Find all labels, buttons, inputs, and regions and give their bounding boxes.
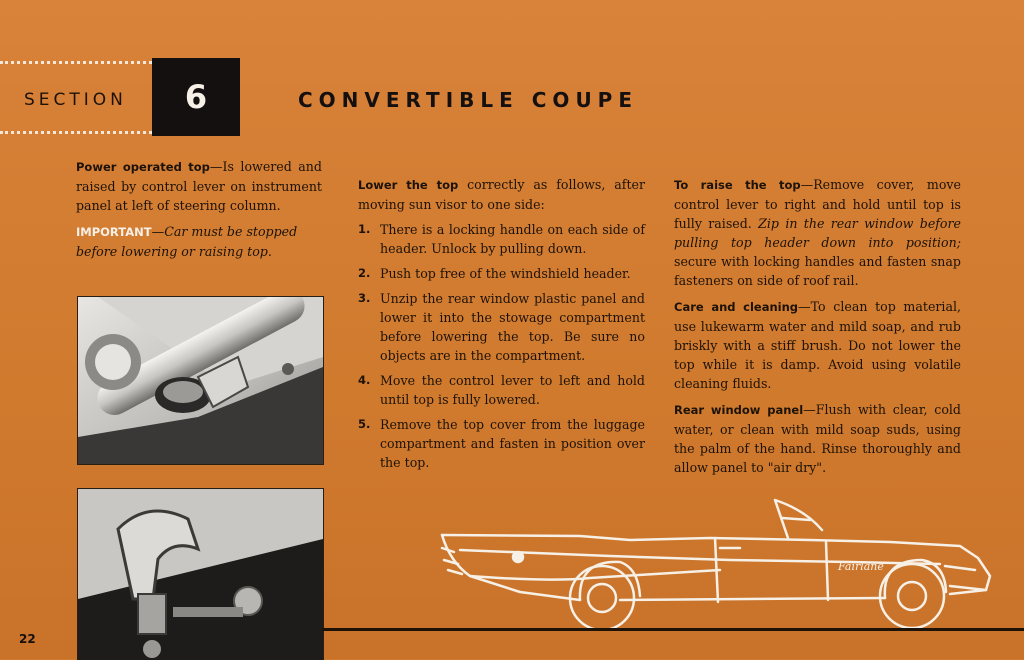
step-text: Unzip the rear window plastic panel and lower it into the stowage compartment before lowering the top. Be sure no objects are in the compartment. <box>380 291 645 363</box>
power-paragraph <box>76 157 322 215</box>
list-item <box>358 264 645 283</box>
step-text: Push top free of the windshield header. <box>380 266 631 281</box>
photo-locking-handle <box>77 296 324 465</box>
raise-text-2: secure with locking handles and fasten snap fasteners on side of roof rail. <box>674 254 961 288</box>
raise-lead: To raise the top <box>674 178 801 192</box>
locking-handle-image <box>78 297 323 464</box>
step-number: 3. <box>358 291 371 305</box>
important-text: —Car must be stopped before lowering or raising top. <box>76 224 298 259</box>
ground-line <box>322 628 1024 631</box>
care-paragraph <box>674 297 961 393</box>
top-dotted-rule <box>0 61 152 64</box>
bottom-dotted-rule <box>0 131 152 134</box>
lower-steps-list <box>358 220 645 472</box>
convertible-car-illustration <box>430 490 1000 630</box>
page-title: CONVERTIBLE COUPE <box>298 88 638 112</box>
page-number: 22 <box>19 632 36 646</box>
step-text: Remove the top cover from the luggage compartment and fasten in position over the top. <box>380 417 645 470</box>
important-lead: IMPORTANT <box>76 225 152 239</box>
step-text: There is a locking handle on each side of header. Unlock by pulling down. <box>380 222 645 256</box>
step-number: 5. <box>358 417 371 431</box>
step-number: 1. <box>358 222 371 236</box>
important-paragraph <box>76 222 322 261</box>
rear-text: —Flush with clear, cold water, or clean with mild soap suds, using the palm of the hand. Rinse thoroughly and allow panel to "air dry". <box>674 402 961 475</box>
list-item <box>358 371 645 409</box>
list-item <box>358 289 645 365</box>
rear-window-paragraph <box>674 400 961 477</box>
car-script-badge: Fairlane <box>838 560 884 573</box>
lower-paragraph <box>358 175 645 214</box>
raise-italic: Zip in the rear window before pulling top header down into position; <box>674 216 961 250</box>
step-number: 2. <box>358 266 371 280</box>
section-number-box <box>152 58 240 136</box>
raise-text: —Remove cover, move control lever to right and hold until top is fully raised. <box>674 177 961 231</box>
raise-paragraph <box>674 175 961 290</box>
step-number: 4. <box>358 373 371 387</box>
rear-lead: Rear window panel <box>674 403 804 417</box>
power-lead: Power operated top <box>76 160 210 174</box>
section-label: SECTION <box>24 90 127 110</box>
list-item <box>358 220 645 258</box>
lower-text: correctly as follows, after moving sun visor to one side: <box>358 177 645 212</box>
left-column <box>76 157 322 268</box>
right-column <box>674 175 961 484</box>
middle-column <box>358 175 645 478</box>
section-number: 6 <box>184 78 208 116</box>
step-text: Move the control lever to left and hold until top is fully lowered. <box>380 373 645 407</box>
list-item <box>358 415 645 472</box>
snap-fastener-image <box>78 489 323 660</box>
care-lead: Care and cleaning <box>674 300 799 314</box>
power-text: —Is lowered and raised by control lever on instrument panel at left of steering column. <box>76 159 322 213</box>
photo-snap-fastener <box>77 488 324 660</box>
care-text: —To clean top material, use lukewarm water and mild soap, and rub briskly with a stiff brush. Do not lower the top while it is damp. Avoid using volatile cleaning fluids. <box>674 299 961 391</box>
lower-lead: Lower the top <box>358 178 459 192</box>
